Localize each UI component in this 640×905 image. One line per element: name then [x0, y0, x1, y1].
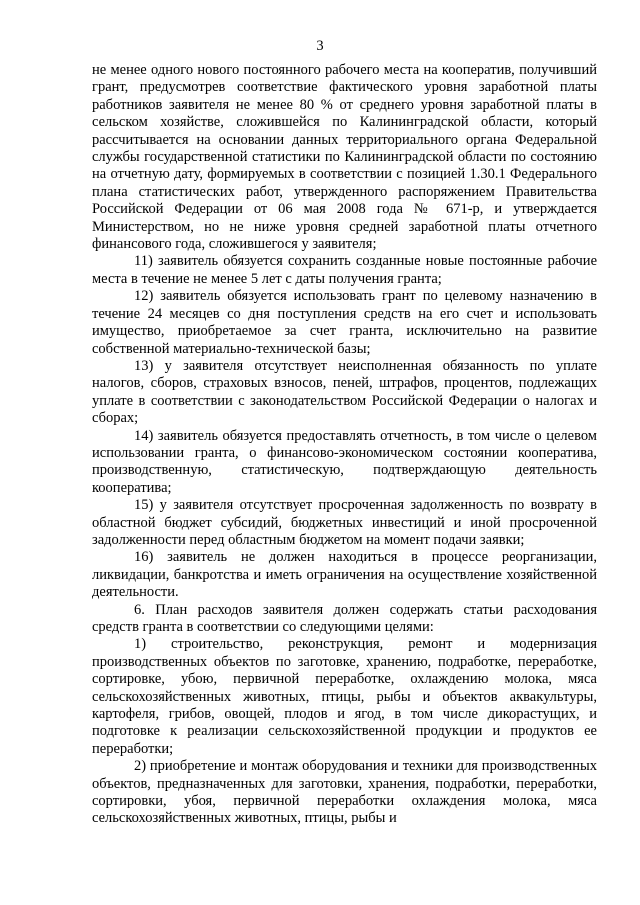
paragraph-section-6: 6. План расходов заявителя должен содержать статьи расходования средств гранта в соответствии со следующими целями: [92, 601, 597, 635]
paragraph-item-15: 15) у заявителя отсутствует просроченная задолженность по возврату в областной бюджет субсидий, бюджетных инвестиций и иной просроченной задолженности перед областным бюджетом на момент подачи заявки; [92, 497, 597, 548]
paragraph-continuation: не менее одного нового постоянного рабочего места на кооператив, получивший грант, предусмотрев соответствие фактического уровня заработной платы работников заявителя не менее 80 % от среднего уровня заработной платы в сельском хозяйстве, сложившейся по Калининградской области, который рассчитывается на основании данных территориального органа Федеральной службы государственной статистики по Калининградской области по состоянию на отчетную дату, формируемых в соответствии с позицией 1.30.1 Федерального плана статистических работ, утвержденного распоряжением Правительства Российской Федерации от 06 мая 2008 года № 671-р, и утверждается Министерством, но не ниже уровня средней заработной платы отчетного финансового года, сложившегося у заявителя; [92, 62, 597, 253]
paragraph-goal-1: 1) строительство, реконструкция, ремонт и модернизация производственных объектов по заготовке, хранению, подработке, переработке, сортировке, убою, первичной переработке, охлаждению молока, мяса сельскохозяйственных животных, птицы, рыбы и объектов аквакультуры, картофеля, грибов, овощей, плодов и ягод, в том числе дикорастущих, и подготовке к реализации сельскохозяйственной продукции и продуктов ее переработки; [92, 636, 597, 757]
paragraph-item-13: 13) у заявителя отсутствует неисполненная обязанность по уплате налогов, сборов, страховых взносов, пеней, штрафов, процентов, подлежащих уплате в соответствии с законодательством Российской Федерации о налогах и сборах; [92, 357, 597, 427]
document-body [92, 62, 597, 828]
paragraph-goal-2: 2) приобретение и монтаж оборудования и техники для производственных объектов, предназначенных для заготовки, хранения, подработки, переработки, сортировки, убоя, первичной переработки охлаждения молока, мяса сельскохозяйственных животных, птицы, рыбы и [92, 758, 597, 827]
paragraph-item-12: 12) заявитель обязуется использовать грант по целевому назначению в течение 24 месяцев со дня поступления средств на его счет и использовать имущество, приобретаемое за счет гранта, исключительно на развитие собственной материально-технической базы; [92, 288, 597, 357]
paragraph-item-11: 11) заявитель обязуется сохранить созданные новые постоянные рабочие места в течение не менее 5 лет с даты получения гранта; [92, 253, 597, 287]
paragraph-item-14: 14) заявитель обязуется предоставлять отчетность, в том числе о целевом использовании гранта, о финансово-экономическом состоянии кооператива, производственную, статистическую, подтверждающую деятельность кооператива; [92, 427, 597, 496]
page-number: 3 [316, 38, 324, 54]
paragraph-item-16: 16) заявитель не должен находиться в процессе реорганизации, ликвидации, банкротства и иметь ограничения на осуществление хозяйственной деятельности. [92, 549, 597, 601]
